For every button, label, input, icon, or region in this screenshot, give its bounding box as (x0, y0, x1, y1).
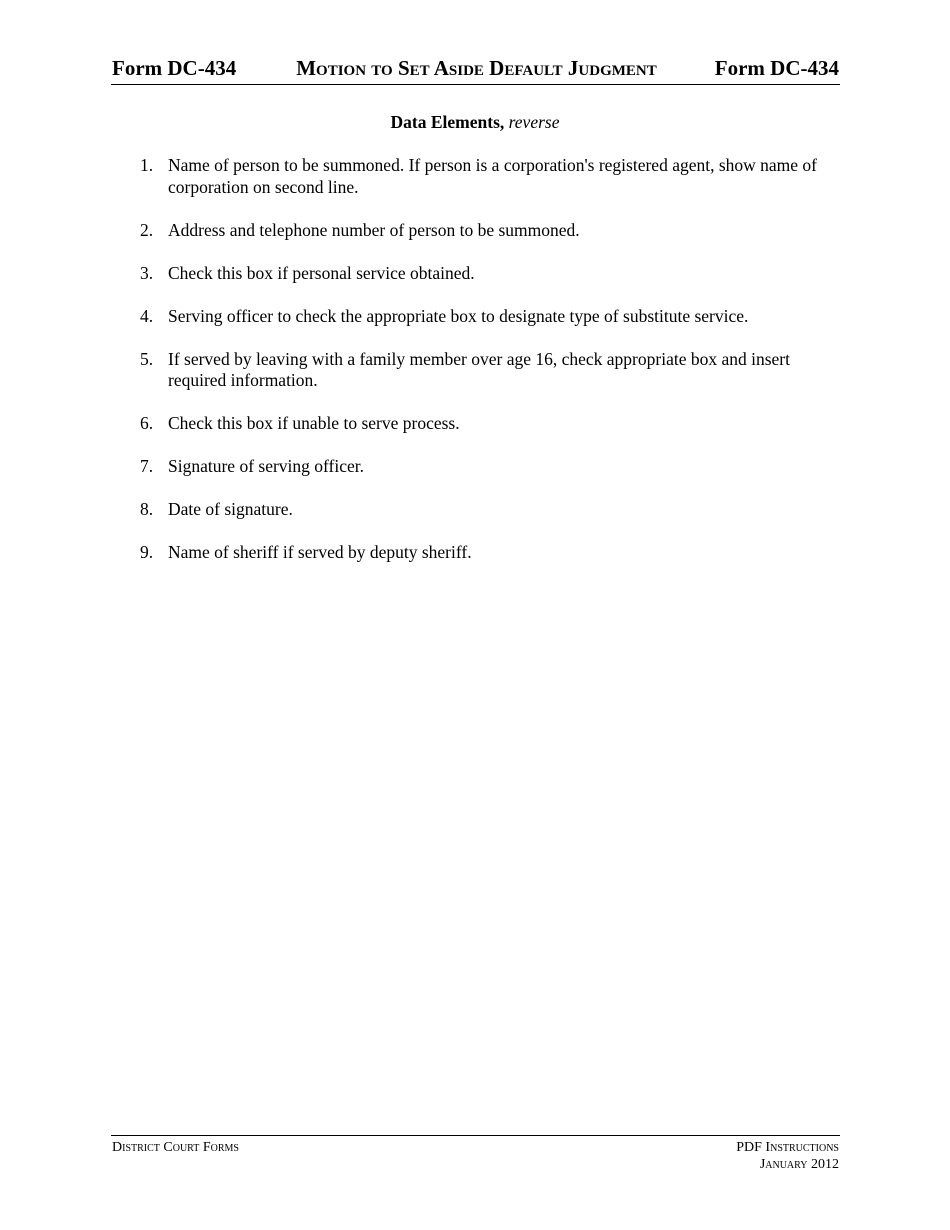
footer-right-line1: PDF Instructions (736, 1140, 839, 1155)
item-text: Address and telephone number of person to be summoned. (168, 219, 580, 240)
item-number: 8. (140, 499, 154, 519)
footer-left: District Court Forms (112, 1140, 239, 1155)
list-item (140, 499, 840, 521)
item-number: 6. (140, 413, 154, 433)
item-text: Serving officer to check the appropriate box to designate type of substitute service. (168, 305, 749, 326)
footer-right-line2: January 2012 (759, 1157, 839, 1172)
list-item (140, 306, 840, 328)
item-number: 5. (140, 348, 154, 369)
item-text: Name of person to be summoned. If person is a corporation's registered agent, show name of corporation on second line. (168, 155, 818, 197)
section-heading-italic: reverse (508, 112, 560, 132)
item-text: Name of sheriff if served by deputy sheriff. (168, 542, 472, 562)
page-header (111, 54, 840, 85)
page-footer (111, 1135, 840, 1172)
section-heading-bold: Data Elements, (390, 112, 505, 132)
form-number-right: Form DC-434 (714, 56, 839, 80)
item-text: Check this box if unable to serve process. (168, 413, 460, 433)
item-number: 1. (140, 155, 154, 175)
list-item (140, 542, 840, 564)
form-number-left: Form DC-434 (112, 56, 237, 80)
form-title: Motion to Set Aside Default Judgment (296, 56, 657, 80)
list-item (140, 456, 840, 478)
list-item (140, 413, 840, 435)
list-item (140, 349, 840, 392)
list-item (140, 263, 840, 285)
item-text: Date of signature. (168, 499, 293, 519)
item-number: 3. (140, 262, 154, 283)
footer-right (736, 1139, 839, 1173)
data-elements-list (140, 155, 840, 585)
item-number: 7. (140, 456, 154, 476)
item-text: Signature of serving officer. (168, 456, 365, 476)
item-text: If served by leaving with a family member over age 16, check appropriate box and insert required information. (168, 348, 790, 390)
list-item (140, 220, 840, 242)
item-number: 4. (140, 305, 154, 326)
item-number: 2. (140, 219, 154, 240)
item-text: Check this box if personal service obtained. (168, 262, 475, 283)
section-heading (0, 111, 950, 133)
item-number: 9. (140, 542, 154, 562)
list-item (140, 155, 840, 198)
